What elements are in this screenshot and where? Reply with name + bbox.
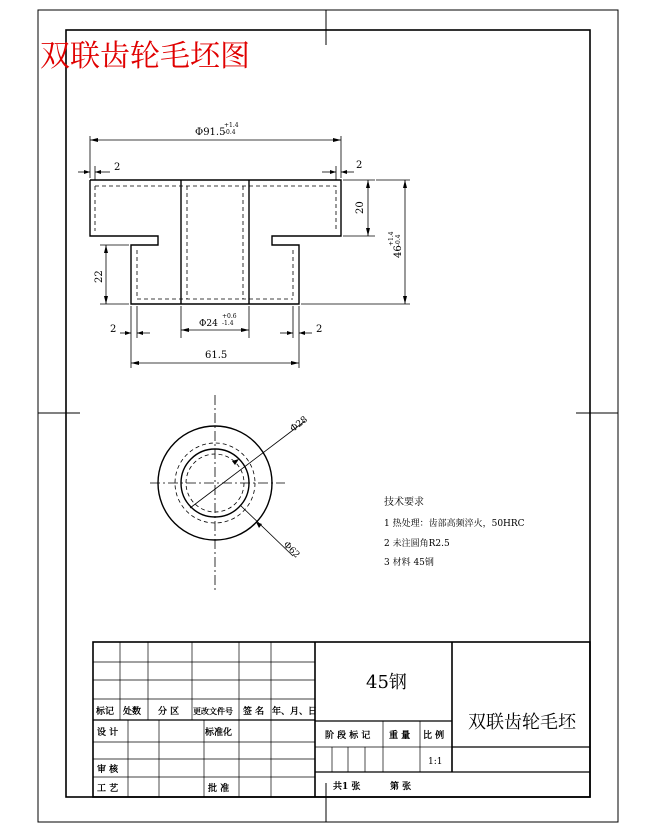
dim-total-length (301, 180, 410, 304)
part-profile (90, 180, 341, 304)
title-block (93, 642, 590, 797)
step-left-label: 2 (114, 162, 121, 173)
bore-tol-upper: +0.6 (222, 313, 237, 320)
cell-approve: 批 准 (208, 784, 230, 794)
outer-dia-tol-lower: -0.4 (224, 129, 236, 136)
circle-small-label: Φ28 (288, 414, 310, 435)
part-name: 双联齿轮毛坯 (468, 712, 576, 733)
inner-frame (66, 30, 590, 797)
cell-date: 年、月、日 (272, 707, 318, 717)
end-view (150, 395, 310, 590)
dim-step-top (78, 160, 362, 180)
cell-zone: 分 区 (158, 707, 180, 717)
cell-change-doc: 更改文件号 (193, 706, 233, 716)
total-len-label: 46 (393, 245, 404, 258)
cell-signature: 签 名 (243, 707, 265, 717)
dim-flange-thickness (343, 180, 375, 236)
flange-thk-label: 20 (355, 201, 366, 214)
cell-scale-value: 1:1 (428, 757, 443, 767)
outer-dia-label: Φ91.5 (195, 127, 226, 138)
cell-sheet-no: 第 张 (390, 782, 412, 792)
outer-dia-tol-upper: +1.4 (224, 122, 239, 129)
bore-tol-lower: -1.4 (222, 320, 234, 327)
hub-dia-label: 61.5 (205, 350, 228, 361)
section-view (90, 180, 341, 304)
cell-review: 审 核 (97, 765, 119, 775)
bore-label: Φ24 (199, 319, 218, 329)
requirement-item: 3 材料 45钢 (384, 558, 434, 568)
requirement-item: 1 热处理：齿部高频淬火，50HRC (384, 519, 525, 529)
cell-weight: 重 量 (389, 731, 411, 741)
requirements-title: 技术要求 (384, 497, 424, 508)
cell-standardize: 标准化 (205, 728, 233, 738)
dim-bottom (110, 306, 322, 368)
outer-border (38, 10, 618, 822)
total-len-tol-upper: +1.4 (388, 231, 395, 246)
cell-scale-label: 比 例 (423, 731, 445, 741)
bottom-left-label: 2 (110, 324, 117, 335)
requirement-item: 2 未注圆角R2.5 (384, 539, 450, 549)
dim-outer-diameter (90, 122, 341, 178)
total-len-tol-lower: -0.4 (395, 234, 402, 246)
finish-contour-flange (95, 186, 336, 231)
cell-count: 处数 (123, 707, 142, 717)
step-right-label: 2 (356, 160, 363, 171)
cell-design: 设 计 (97, 728, 119, 738)
cell-mark: 标记 (96, 707, 115, 717)
cell-stage-mark: 阶 段 标 记 (325, 731, 371, 741)
drawing-heading: 双联齿轮毛坯图 (40, 39, 250, 74)
cell-process: 工 艺 (97, 784, 119, 794)
material-label: 45钢 (366, 672, 407, 693)
circle-large-label: Φ62 (280, 540, 302, 561)
bottom-right-label: 2 (316, 324, 323, 335)
dim-hub-length (94, 245, 129, 304)
technical-requirements (384, 495, 525, 568)
hub-len-label: 22 (94, 270, 105, 283)
cell-sheets-total: 共1 张 (333, 782, 361, 792)
